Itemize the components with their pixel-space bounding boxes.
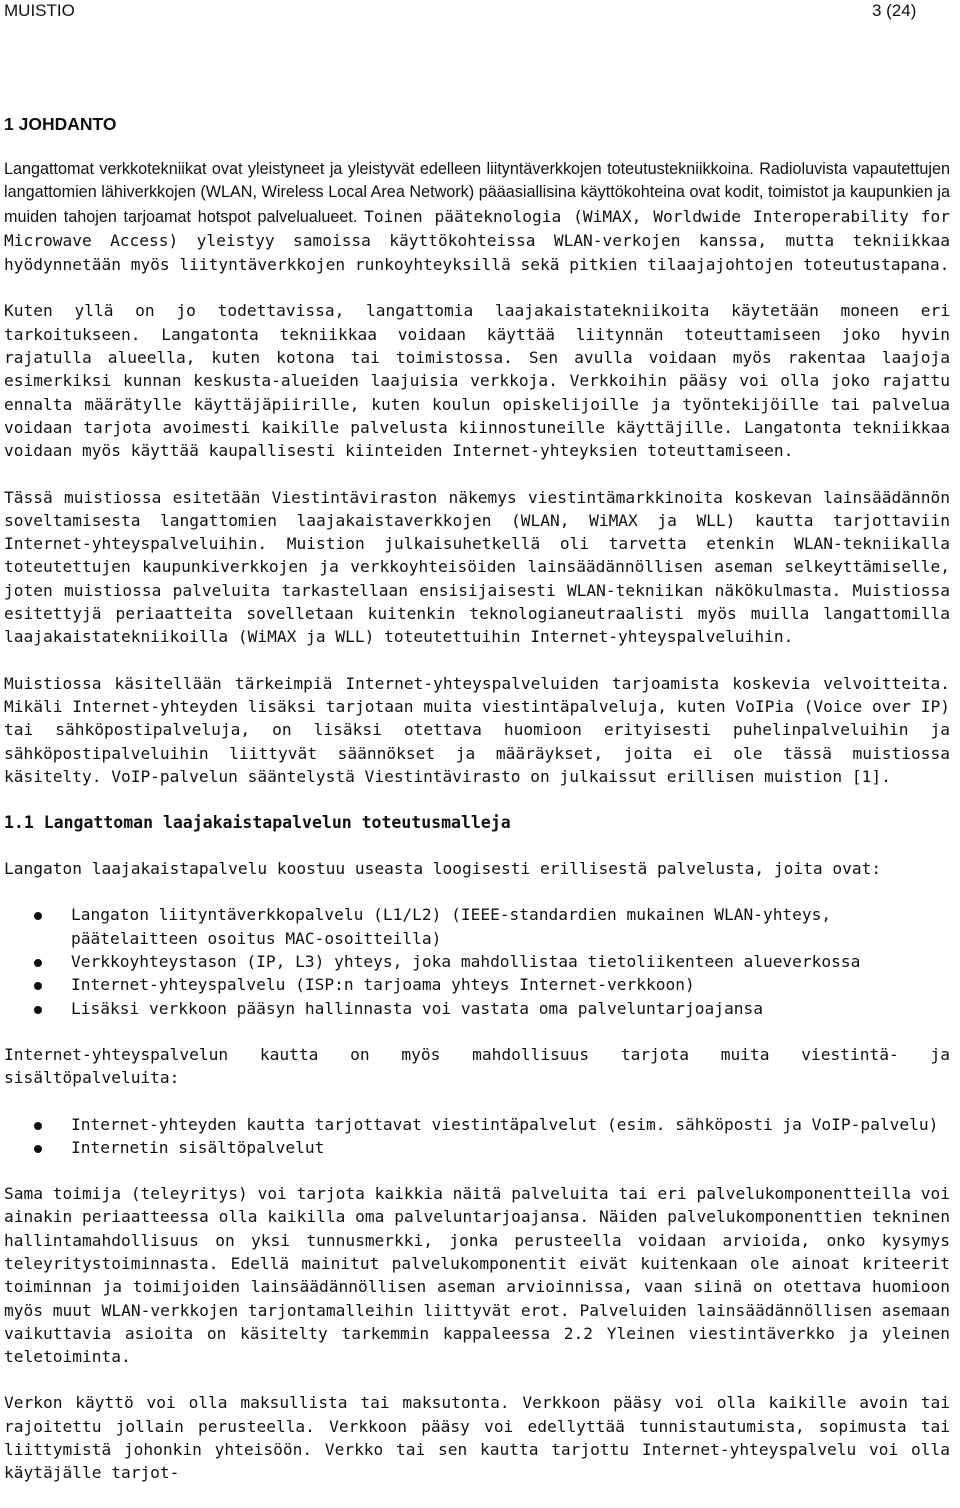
components-list [4, 903, 950, 1019]
services-list [4, 1113, 950, 1160]
list-item: Internet-yhteyden kautta tarjottavat viestintäpalvelut (esim. sähköposti ja VoIP-palvelu) [4, 1113, 950, 1136]
paragraph-access: Verkon käyttö voi olla maksullista tai maksutonta. Verkkoon pääsy voi olla kaikille avoin tai rajoitettu jollain perusteella. Verkkoon pääsy voi edellyttää tunnistautumista, sopimusta tai liittymistä johonkin yhteisöön. Verkko tai sen kautta tarjottu Internet-yhteyspalvelu voi olla käytäjälle tarjot- [4, 1393, 950, 1483]
page-header [0, 0, 960, 22]
list-item: Lisäksi verkkoon pääsyn hallinnasta voi vastata oma palveluntarjoajansa [4, 997, 950, 1020]
document-body [4, 112, 950, 1508]
list-item: Verkkoyhteystason (IP, L3) yhteys, joka mahdollistaa tietoliikenteen alueverkossa [4, 950, 950, 973]
paragraph-intro-part2: Toinen pääteknologia (WiMAX, Worldwide Interoperability for Microwave Access) yleistyy samoissa käyttökohteissa WLAN-verkojen kanssa, mutta tekniikkaa hyödynnetään myös liityntäverkkojen runkoyhteyksillä sekä pitkien tilaajajohtojen toteutustapana. [4, 206, 951, 275]
paragraph-operators: Sama toimija (teleyritys) voi tarjota kaikkia näitä palveluita tai eri palvelukomponentteilla voi ainakin periaatteessa olla kaikilla oma palveluntarjoajansa. Näiden palvelukomponenttien tekninen hallintamahdollisuus on yksi tunnusmerkki, jonka perusteella voidaan arvioida, onko kysymys teleyritystoiminnasta. Edellä mainitut palvelukomponentit eivät kuitenkaan ole ainoat kriteerit toiminnan ja toimijoiden lainsäädännöllisen aseman arvioinnissa, vaan siinä on otettava huomioon myös muut WLAN-verkkojen tarjontamalleihin liittyvät erot. Palveluiden lainsäädännöllisen asemaan vaikuttavia asioita on käsitelty tarkemmin kappaleessa 2.2 Yleinen viestintäverkko ja yleinen teletoiminta. [4, 1184, 950, 1367]
page-number: 3 (24) [872, 1, 917, 20]
paragraph-components-intro: Langaton laajakaistapalvelu koostuu useasta loogisesti erillisestä palvelusta, joita ovat: [4, 859, 882, 879]
paragraph-usage: Kuten yllä on jo todettavissa, langattomia laajakaistatekniikoita käytetään moneen eri tarkoitukseen. Langatonta tekniikkaa voidaan käyttää liitynnän toteuttamiseen joko hyvin rajatulla alueella, kuten kotona tai toimistossa. Sen avulla voidaan myös rakentaa laajoja esimerkiksi kunnan keskusta-alueiden laajuisia verkkoja. Verkkoihin pääsy voi olla joko rajattu ennalta määrätylle käyttäjäpiirille, kuten koulun opiskelijoille ja työntekijöille tai palvelua voidaan tarjota avoimesti kaikille palvelusta kiinnostuneille käyttäjille. Langatonta tekniikkaa voidaan myös käyttää kaupallisesti kiinteiden Internet-yhteyksien toteuttamiseen. [4, 301, 950, 461]
bullet-icon [34, 1122, 42, 1130]
document-type-label: MUISTIO [4, 1, 75, 20]
list-item: Internetin sisältöpalvelut [4, 1136, 950, 1159]
bullet-icon [34, 1006, 42, 1014]
paragraph-intro [4, 158, 950, 277]
bullet-icon [34, 982, 42, 990]
list-item: Langaton liityntäverkkopalvelu (L1/L2) (IEEE-standardien mukainen WLAN-yhteys, päätelaitteen osoitus MAC-osoitteilla) [4, 903, 950, 950]
paragraph-intro-part1: Langattomat verkkotekniikat ovat yleistyneet ja yleistyvät edelleen liityntäverkkojen toteutustekniikkoina. Radioluvista vapautettujen langattomien lähiverkkojen (WLAN, Wireless Local Area Network) pääasiallisina käyttökohteina ovat kodit, toimistot ja kaupunkien ja muiden tahojen tarjoamat hotspot palvelualueet. [4, 160, 950, 226]
list-item: Internet-yhteyspalvelu (ISP:n tarjoama yhteys Internet-verkkoon) [4, 973, 950, 996]
bullet-icon [34, 1145, 42, 1153]
section-heading-toteutusmalleja: 1.1 Langattoman laajakaistapalvelun toteutusmalleja [4, 813, 511, 833]
paragraph-services-intro: Internet-yhteyspalvelun kautta on myös mahdollisuus tarjota muita viestintä- ja sisältöpalveluita: [4, 1044, 950, 1088]
paragraph-scope: Muistiossa käsitellään tärkeimpiä Internet-yhteyspalveluiden tarjoamista koskevia velvoitteita. Mikäli Internet-yhteyden lisäksi tarjotaan muita viestintäpalveluja, kuten VoIPia (Voice over IP) tai sähköpostipalveluja, on lisäksi otettava huomioon erityisesti puhelinpalveluihin ja sähköpostipalveluihin liittyvät säännökset ja määräykset, joita ei ole tässä muistiossa käsitelty. VoIP-palvelun sääntelystä Viestintävirasto on julkaissut erillisen muistion [1]. [4, 673, 950, 786]
bullet-icon [34, 959, 42, 967]
section-heading-johdanto: 1 JOHDANTO [4, 114, 117, 134]
bullet-icon [34, 912, 42, 920]
paragraph-purpose: Tässä muistiossa esitetään Viestintäviraston näkemys viestintämarkkinoita koskevan lainsäädännön soveltamisesta langattomien laajakaistaverkkojen (WLAN, WiMAX ja WLL) kautta tarjottaviin Internet-yhteyspalveluihin. Muistion julkaisuhetkellä oli tarvetta etenkin WLAN-tekniikalla toteutettujen kaupunkiverkkojen ja verkkoyhteisöiden lainsäädännöllisen aseman selkeyttämiselle, joten muistiossa palveluita tarkastellaan ensisijaisesti WLAN-tekniikan näkökulmasta. Muistiossa esitettyjä periaatteita sovelletaan kuitenkin teknologianeutraalisti myös muilla langattomilla laajakaistatekniikoilla (WiMAX ja WLL) toteutettuihin Internet-yhteyspalveluihin. [4, 487, 950, 647]
